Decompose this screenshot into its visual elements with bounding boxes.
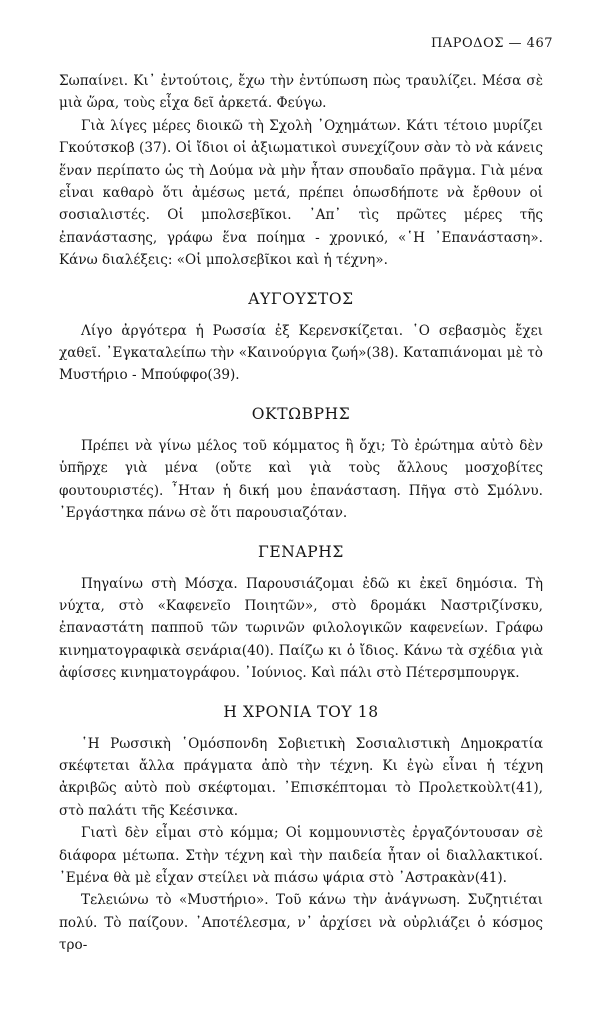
paragraph: Λίγο ἀργότερα ἡ Ρωσσία ἐξ Κερενσκίζεται. ῾Ο σεβασμὸς ἔχει χαθεῖ. ᾿Εγκαταλείπω τὴν «Καινούργια ζωή»(38). Καταπιάνομαι μὲ τὸ Μυστήριο - Μπούφφο(39). xyxy=(59,322,543,384)
section-heading-october: ΟΚΤΩΒΡΗΣ xyxy=(251,404,351,423)
section-heading-year-18: Η ΧΡΟΝΙΑ ΤΟΥ 18 xyxy=(223,702,379,721)
paragraph: Τελειώνω τὸ «Μυστήριο». Τοῦ κάνω τὴν ἀνάγνωση. Συζητιέται πολύ. Τὸ παίζουν. ᾿Αποτέλεσμα, ν᾿ ἀρχίσει νὰ οὐρλιάζει ὁ κόσμος τρο- xyxy=(59,892,543,954)
paragraph: Σωπαίνει. Κι᾿ ἐντούτοις, ἔχω τὴν ἐντύπωση πὼς τραυλίζει. Μέσα σὲ μιὰ ὥρα, τοὺς εἶχα δεῖ ἀρκετά. Φεύγω. xyxy=(59,73,543,112)
paragraph: Πρέπει νὰ γίνω μέλος τοῦ κόμματος ἢ ὄχι; Τὸ ἐρώτημα αὐτὸ δὲν ὑπῆρχε γιὰ μένα (οὔτε καὶ γιὰ τοὺς ἄλλους μοσχοβίτες φουτουριστές). ῏Ηταν ἡ δική μου ἐπανάσταση. Πῆγα στὸ Σμόλνυ. ᾿Εργάστηκα πάνω σὲ ὅτι παρουσιαζόταν. xyxy=(59,437,543,522)
section-heading-august: ΑΥΓΟΥΣΤΟΣ xyxy=(248,289,354,308)
body-text xyxy=(59,70,543,957)
paragraph: Πηγαίνω στὴ Μόσχα. Παρουσιάζομαι ἐδῶ κι ἐκεῖ δημόσια. Τὴ νύχτα, στὸ «Καφενεῖο Ποιητῶν», στὸ δρομάκι Ναστριζίνσκυ, ἐπαναστάτη παπποῦ τῶν τωρινῶν φιλολογικῶν καφενείων. Γράφω κινηματογραφικὰ σενάρια(40). Παίζω κι ὁ ἴδιος. Κάνω τὰ σχέδια γιὰ ἀφίσσες κινηματογράφου. ᾿Ιούνιος. Καὶ πάλι στὸ Πέτερσμπουργκ. xyxy=(59,575,543,682)
running-header: ΠΑΡΟΔΟΣ — 467 xyxy=(431,36,553,51)
paragraph: ῾Η Ρωσσικὴ ῾Ομόσπονδη Σοβιετικὴ Σοσιαλιστικὴ Δημοκρατία σκέφτεται ἄλλα πράγματα ἀπὸ τὴν τέχνη. Κι ἐγὼ εἶναι ἡ τέχνη ἀκριβῶς αὐτὸ ποὺ σκέφτομαι. ᾿Επισκέπτομαι τὸ Προλετκοὺλτ(41), στὸ παλάτι τῆς Κεέσινκα. xyxy=(59,735,543,819)
paragraph: Γιατὶ δὲν εἶμαι στὸ κόμμα; Οἱ κομμουνιστὲς ἐργαζόντουσαν σὲ διάφορα μέτωπα. Στὴν τέχνη καὶ τὴν παιδεία ἦταν οἱ διαλλακτικοί. ᾿Εμένα θὰ μὲ εἶχαν στείλει νὰ πιάσω ψάρια στὸ ᾿Αστρακὰν(41). xyxy=(59,825,543,886)
paragraph: Γιὰ λίγες μέρες διοικῶ τὴ Σχολὴ ᾿Οχημάτων. Κάτι τέτοιο μυρίζει Γκούτσκοβ (37). Οἱ ἴδιοι οἱ ἀξιωματικοὶ συνεχίζουν σὰν τὸ νὰ κάνεις ἕναν περίπατο ὡς τὴ Δούμα νὰ μὴν ἦταν σπουδαῖο πρᾶγμα. Γιὰ μένα εἶναι καθαρὸ ὅτι ἀμέσως μετά, πρέπει ὁπωσδήποτε νὰ ἔρθουν οἱ σοσιαλιστές. Οἱ μπολσεβῖκοι. ᾿Απ᾿ τὶς πρῶτες μέρες τῆς ἐπανάστασης, γράφω ἕνα ποίημα - χρονικό, «῾Η ᾿Επανάσταση». Κάνω διαλέξεις: «Οἱ μπολσεβῖκοι καὶ ἡ τέχνη». xyxy=(59,117,543,269)
section-heading-january: ΓΕΝΑΡΗΣ xyxy=(258,542,344,561)
